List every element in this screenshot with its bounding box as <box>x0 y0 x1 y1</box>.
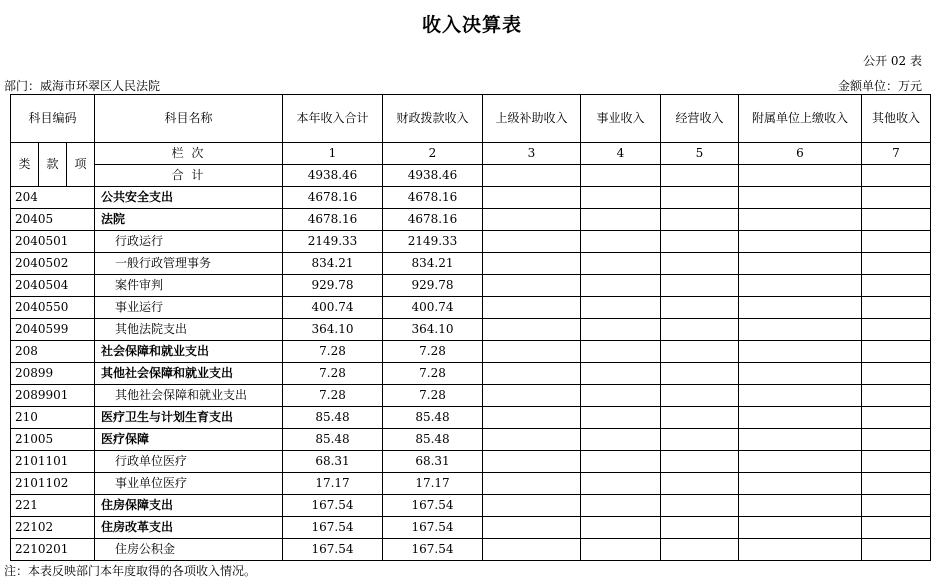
table-row <box>11 209 931 231</box>
row-value-2: 167.54 <box>383 517 483 539</box>
row-value-5 <box>661 253 739 275</box>
row-value-1: 85.48 <box>283 429 383 451</box>
row-value-3 <box>483 209 581 231</box>
row-value-5 <box>661 231 739 253</box>
row-value-4 <box>581 341 661 363</box>
row-value-5 <box>661 451 739 473</box>
row-value-4 <box>581 539 661 561</box>
row-value-7 <box>862 473 931 495</box>
row-value-4 <box>581 275 661 297</box>
row-value-3 <box>483 495 581 517</box>
table-row <box>11 385 931 407</box>
row-name: 案件审判 <box>95 275 283 297</box>
table-row <box>11 473 931 495</box>
row-value-2: 929.78 <box>383 275 483 297</box>
row-value-1: 85.48 <box>283 407 383 429</box>
header-name: 科目名称 <box>95 95 283 143</box>
row-name: 社会保障和就业支出 <box>95 341 283 363</box>
row-value-3 <box>483 451 581 473</box>
row-value-2: 2149.33 <box>383 231 483 253</box>
page-title: 收入决算表 <box>421 14 522 36</box>
row-code: 2040550 <box>11 297 95 319</box>
row-value-7 <box>862 495 931 517</box>
row-value-2: 7.28 <box>383 341 483 363</box>
row-value-4 <box>581 209 661 231</box>
total-value-5 <box>661 165 739 187</box>
row-value-3 <box>483 253 581 275</box>
row-value-4 <box>581 363 661 385</box>
header-col-1: 本年收入合计 <box>283 95 383 143</box>
table-row <box>11 253 931 275</box>
row-value-4 <box>581 385 661 407</box>
row-name: 其他社会保障和就业支出 <box>95 385 283 407</box>
row-value-6 <box>739 341 862 363</box>
row-value-3 <box>483 341 581 363</box>
amount-unit-label: 金额单位：万元 <box>837 79 922 93</box>
row-value-4 <box>581 429 661 451</box>
row-value-2: 85.48 <box>383 407 483 429</box>
row-code: 22102 <box>11 517 95 539</box>
row-value-6 <box>739 473 862 495</box>
row-code: 2101102 <box>11 473 95 495</box>
form-number: 公开 02 表 <box>863 54 922 68</box>
row-name: 事业运行 <box>95 297 283 319</box>
row-value-4 <box>581 451 661 473</box>
row-code: 208 <box>11 341 95 363</box>
row-value-1: 2149.33 <box>283 231 383 253</box>
row-value-6 <box>739 231 862 253</box>
table-row <box>11 407 931 429</box>
row-value-7 <box>862 209 931 231</box>
row-value-6 <box>739 363 862 385</box>
row-value-1: 929.78 <box>283 275 383 297</box>
row-value-2: 834.21 <box>383 253 483 275</box>
header-row <box>11 95 931 143</box>
row-value-1: 400.74 <box>283 297 383 319</box>
row-code: 20405 <box>11 209 95 231</box>
total-row <box>11 165 931 187</box>
row-value-3 <box>483 539 581 561</box>
row-name: 法院 <box>95 209 283 231</box>
row-code: 2040502 <box>11 253 95 275</box>
row-value-1: 4678.16 <box>283 209 383 231</box>
row-name: 行政运行 <box>95 231 283 253</box>
row-value-5 <box>661 319 739 341</box>
row-value-3 <box>483 275 581 297</box>
row-name: 其他社会保障和就业支出 <box>95 363 283 385</box>
total-value-1: 4938.46 <box>283 165 383 187</box>
row-value-2: 4678.16 <box>383 209 483 231</box>
row-value-5 <box>661 209 739 231</box>
row-value-4 <box>581 319 661 341</box>
row-value-1: 7.28 <box>283 341 383 363</box>
header-lanci: 栏 次 <box>95 143 283 165</box>
col-num-5: 5 <box>661 143 739 165</box>
footnote: 注：本表反映部门本年度取得的各项收入情况。 <box>4 564 257 578</box>
row-value-1: 17.17 <box>283 473 383 495</box>
row-value-7 <box>862 385 931 407</box>
row-value-7 <box>862 297 931 319</box>
row-value-7 <box>862 275 931 297</box>
col-num-7: 7 <box>862 143 931 165</box>
row-value-7 <box>862 517 931 539</box>
row-value-6 <box>739 319 862 341</box>
row-code: 2040501 <box>11 231 95 253</box>
row-value-3 <box>483 473 581 495</box>
row-name: 住房保障支出 <box>95 495 283 517</box>
row-value-6 <box>739 253 862 275</box>
total-value-6 <box>739 165 862 187</box>
row-value-1: 167.54 <box>283 539 383 561</box>
header-col-2: 财政拨款收入 <box>383 95 483 143</box>
header-col-7: 其他收入 <box>862 95 931 143</box>
row-code: 2089901 <box>11 385 95 407</box>
income-table <box>10 94 931 561</box>
header-col-6: 附属单位上缴收入 <box>739 95 862 143</box>
col-num-2: 2 <box>383 143 483 165</box>
col-num-6: 6 <box>739 143 862 165</box>
row-value-1: 68.31 <box>283 451 383 473</box>
row-value-7 <box>862 231 931 253</box>
row-name: 一般行政管理事务 <box>95 253 283 275</box>
row-value-3 <box>483 517 581 539</box>
row-value-4 <box>581 517 661 539</box>
row-value-7 <box>862 429 931 451</box>
row-value-6 <box>739 275 862 297</box>
row-value-4 <box>581 253 661 275</box>
row-value-2: 400.74 <box>383 297 483 319</box>
row-value-5 <box>661 363 739 385</box>
total-value-7 <box>862 165 931 187</box>
col-num-3: 3 <box>483 143 581 165</box>
row-code: 2040599 <box>11 319 95 341</box>
row-value-2: 167.54 <box>383 539 483 561</box>
row-value-3 <box>483 319 581 341</box>
row-value-2: 7.28 <box>383 385 483 407</box>
row-value-2: 17.17 <box>383 473 483 495</box>
row-value-4 <box>581 231 661 253</box>
row-code: 210 <box>11 407 95 429</box>
row-value-2: 364.10 <box>383 319 483 341</box>
row-value-4 <box>581 187 661 209</box>
row-value-4 <box>581 495 661 517</box>
row-value-5 <box>661 407 739 429</box>
table-row <box>11 297 931 319</box>
table-row <box>11 275 931 297</box>
department-label: 部门：威海市环翠区人民法院 <box>4 79 161 93</box>
row-code: 21005 <box>11 429 95 451</box>
header-col-5: 经营收入 <box>661 95 739 143</box>
row-value-7 <box>862 363 931 385</box>
row-value-6 <box>739 429 862 451</box>
row-value-5 <box>661 429 739 451</box>
row-value-1: 167.54 <box>283 517 383 539</box>
header-xiang: 项 <box>67 143 95 187</box>
table-row <box>11 517 931 539</box>
header-col-4: 事业收入 <box>581 95 661 143</box>
row-value-4 <box>581 297 661 319</box>
row-value-6 <box>739 451 862 473</box>
row-name: 其他法院支出 <box>95 319 283 341</box>
row-value-7 <box>862 341 931 363</box>
row-code: 2210201 <box>11 539 95 561</box>
row-value-6 <box>739 209 862 231</box>
row-value-7 <box>862 253 931 275</box>
row-name: 住房公积金 <box>95 539 283 561</box>
row-value-5 <box>661 187 739 209</box>
row-value-4 <box>581 407 661 429</box>
row-code: 20899 <box>11 363 95 385</box>
table-row <box>11 429 931 451</box>
row-value-6 <box>739 517 862 539</box>
row-value-6 <box>739 385 862 407</box>
table-row <box>11 495 931 517</box>
row-value-3 <box>483 363 581 385</box>
header-lei: 类 <box>11 143 39 187</box>
row-value-7 <box>862 539 931 561</box>
col-num-4: 4 <box>581 143 661 165</box>
row-value-5 <box>661 473 739 495</box>
total-value-3 <box>483 165 581 187</box>
row-value-7 <box>862 187 931 209</box>
row-value-2: 85.48 <box>383 429 483 451</box>
table-row <box>11 341 931 363</box>
row-value-1: 834.21 <box>283 253 383 275</box>
header-code: 科目编码 <box>11 95 95 143</box>
total-label: 合 计 <box>95 165 283 187</box>
row-value-7 <box>862 319 931 341</box>
row-value-3 <box>483 385 581 407</box>
table-row <box>11 187 931 209</box>
row-value-3 <box>483 407 581 429</box>
row-value-3 <box>483 187 581 209</box>
row-name: 公共安全支出 <box>95 187 283 209</box>
row-code: 221 <box>11 495 95 517</box>
row-value-6 <box>739 297 862 319</box>
header-col-3: 上级补助收入 <box>483 95 581 143</box>
row-name: 事业单位医疗 <box>95 473 283 495</box>
row-value-1: 167.54 <box>283 495 383 517</box>
column-number-row <box>11 143 931 165</box>
row-value-5 <box>661 275 739 297</box>
row-value-5 <box>661 539 739 561</box>
row-value-5 <box>661 495 739 517</box>
row-value-1: 7.28 <box>283 385 383 407</box>
row-value-7 <box>862 451 931 473</box>
header-kuan: 款 <box>39 143 67 187</box>
row-code: 204 <box>11 187 95 209</box>
row-value-5 <box>661 297 739 319</box>
row-value-6 <box>739 495 862 517</box>
row-name: 医疗保障 <box>95 429 283 451</box>
row-value-3 <box>483 429 581 451</box>
row-code: 2101101 <box>11 451 95 473</box>
table-row <box>11 231 931 253</box>
row-name: 住房改革支出 <box>95 517 283 539</box>
total-value-4 <box>581 165 661 187</box>
row-value-2: 68.31 <box>383 451 483 473</box>
table-row <box>11 363 931 385</box>
row-value-6 <box>739 539 862 561</box>
table-row <box>11 451 931 473</box>
table-row <box>11 319 931 341</box>
row-code: 2040504 <box>11 275 95 297</box>
row-value-5 <box>661 341 739 363</box>
row-value-5 <box>661 385 739 407</box>
row-value-6 <box>739 407 862 429</box>
row-value-2: 167.54 <box>383 495 483 517</box>
row-value-6 <box>739 187 862 209</box>
total-value-2: 4938.46 <box>383 165 483 187</box>
row-value-2: 4678.16 <box>383 187 483 209</box>
table-row <box>11 539 931 561</box>
row-value-1: 4678.16 <box>283 187 383 209</box>
row-value-1: 364.10 <box>283 319 383 341</box>
row-value-5 <box>661 517 739 539</box>
col-num-1: 1 <box>283 143 383 165</box>
row-value-2: 7.28 <box>383 363 483 385</box>
row-name: 行政单位医疗 <box>95 451 283 473</box>
row-name: 医疗卫生与计划生育支出 <box>95 407 283 429</box>
row-value-3 <box>483 297 581 319</box>
row-value-4 <box>581 473 661 495</box>
row-value-1: 7.28 <box>283 363 383 385</box>
row-value-7 <box>862 407 931 429</box>
row-value-3 <box>483 231 581 253</box>
